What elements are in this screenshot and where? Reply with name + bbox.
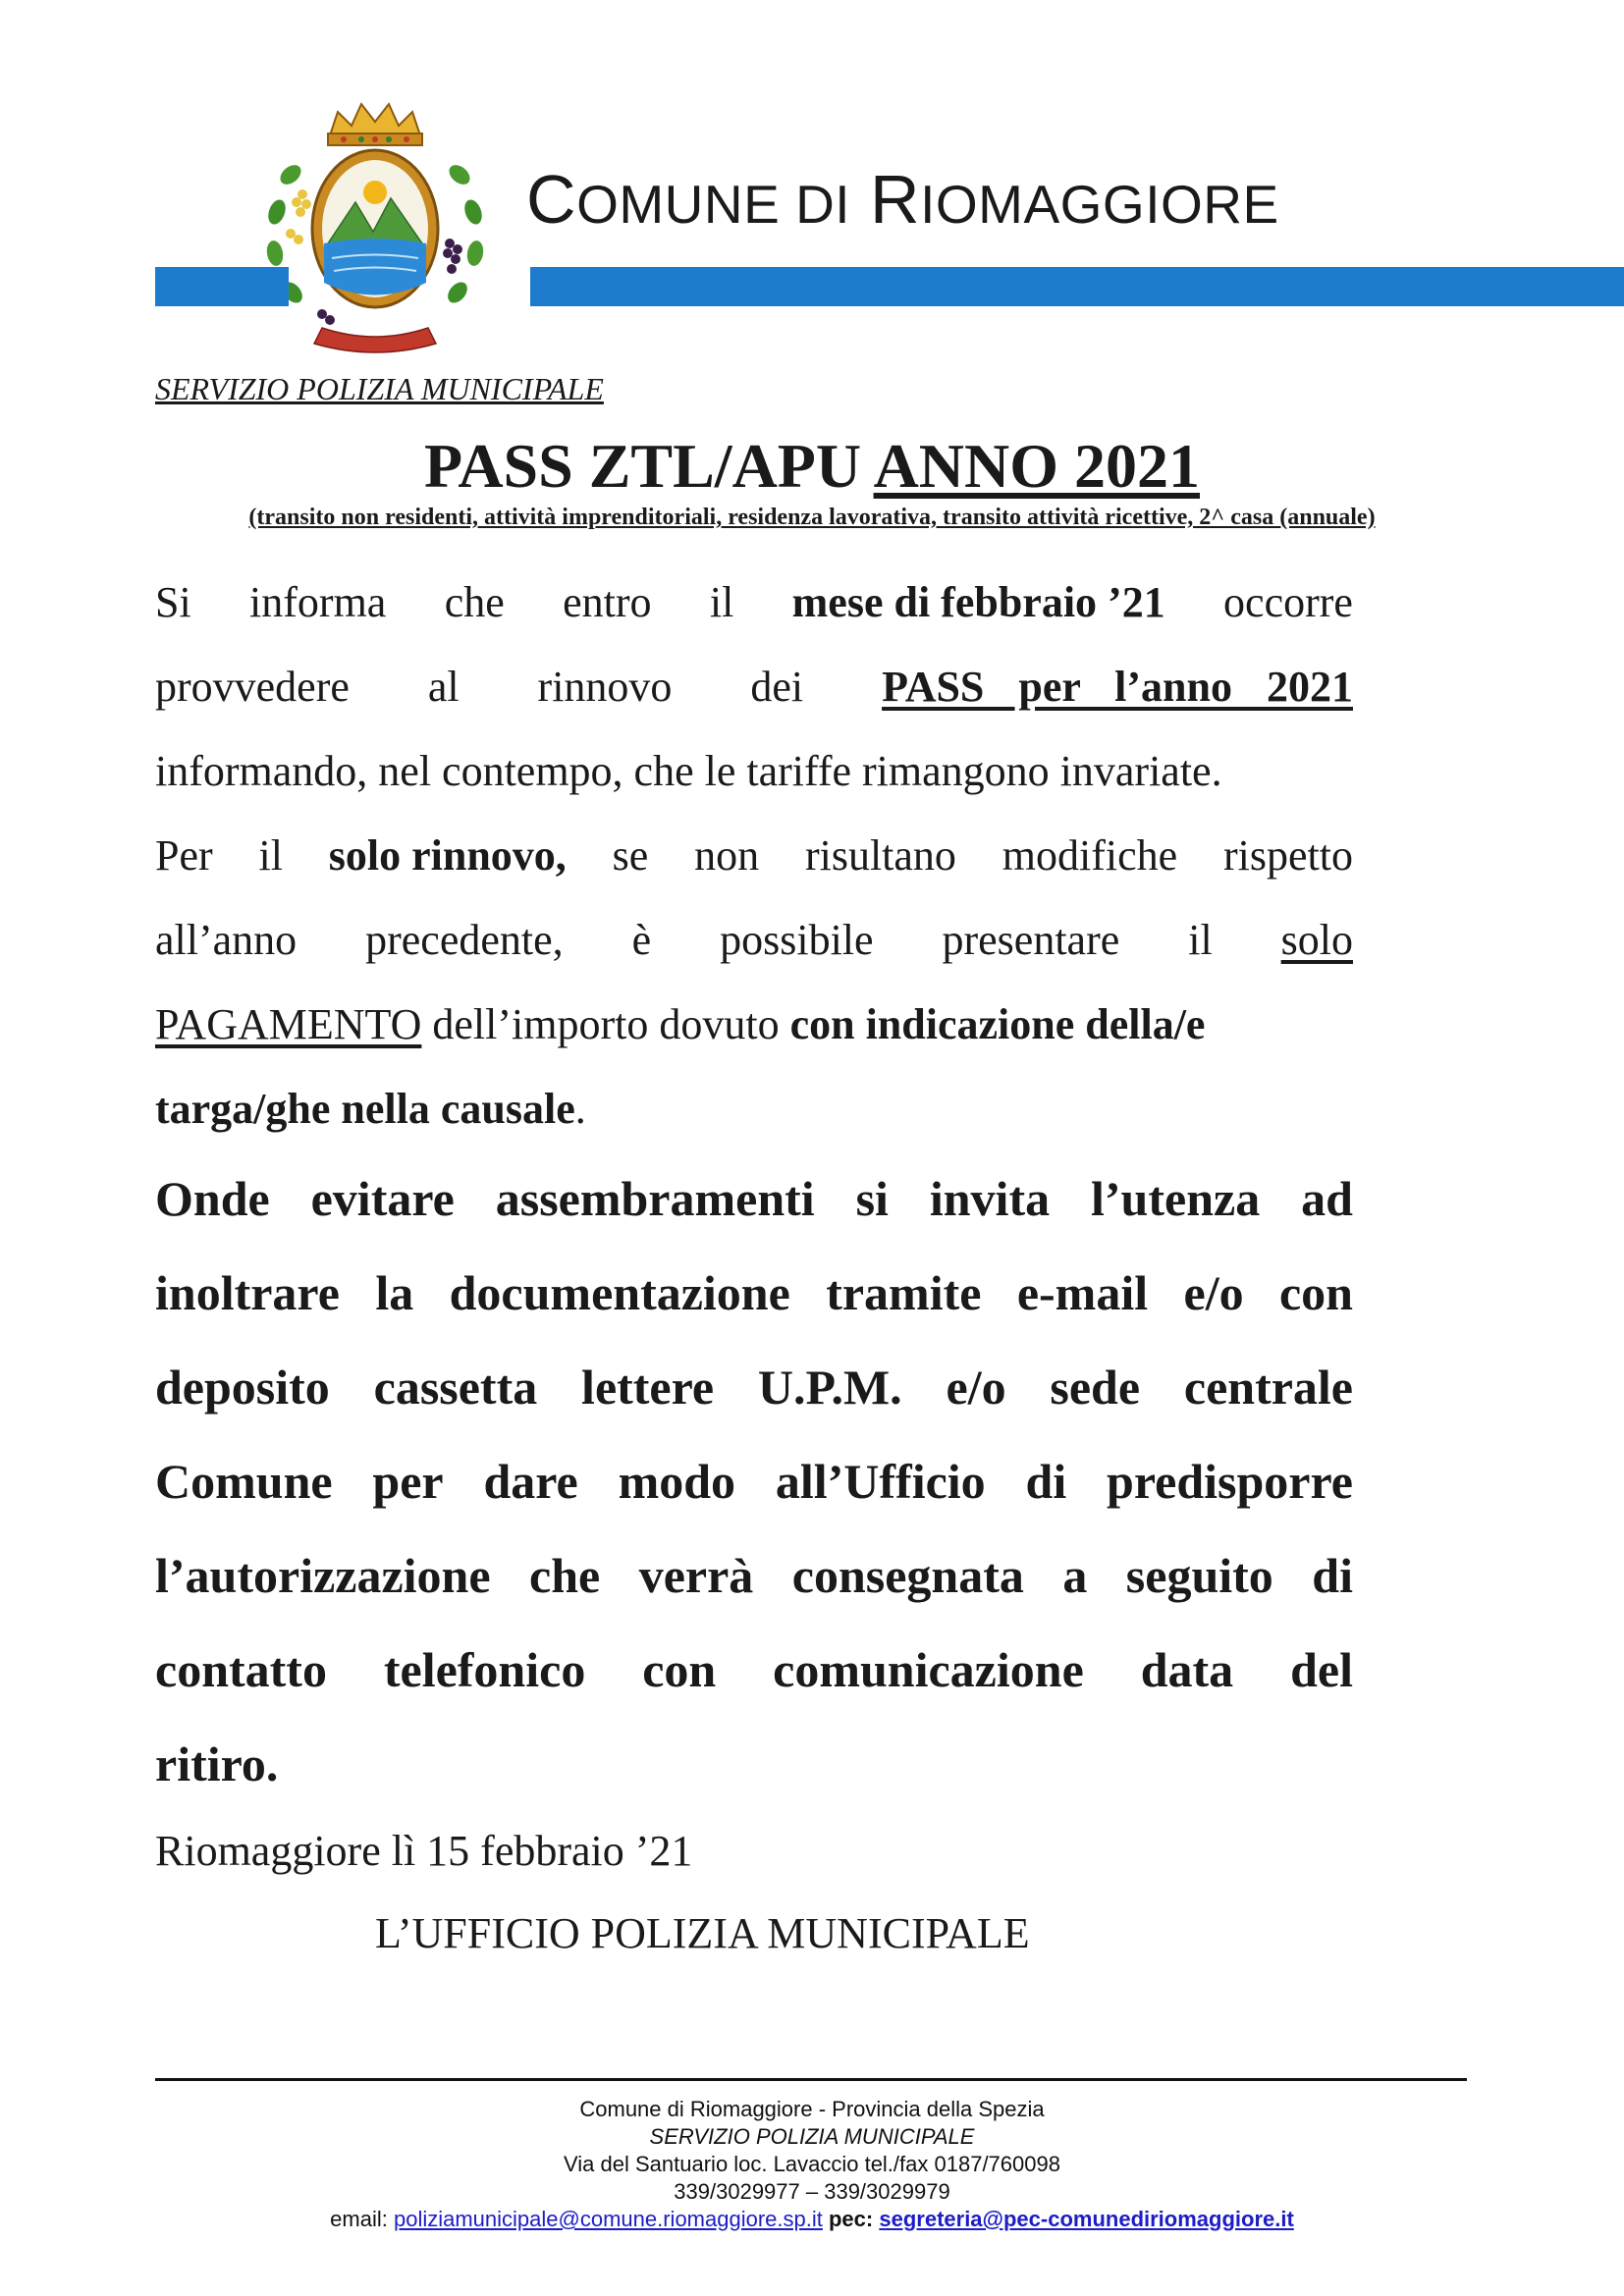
document-title: PASS ZTL/APU ANNO 2021 <box>423 431 1201 501</box>
body-paragraph-2-line-3: PAGAMENTO dell’importo dovuto con indicazione della/e <box>155 1000 1206 1048</box>
header-accent-bar-right <box>530 267 1624 306</box>
body-paragraph-3-line-2: inoltrare la documentazione tramite e-mail e/o con <box>155 1265 1353 1320</box>
municipal-crest-logo <box>253 96 497 353</box>
body-paragraph-1-line-2: provvedere al rinnovo dei PASS per l’anno 2021 <box>155 663 1353 711</box>
body-paragraph-2-line-4: targa/ghe nella causale. <box>155 1085 586 1133</box>
body-paragraph-2-line-1: Per il solo rinnovo, se non risultano modifiche rispetto <box>155 831 1353 880</box>
body-paragraph-3-line-1: Onde evitare assembramenti si invita l’utenza ad <box>155 1171 1353 1226</box>
crown-icon <box>328 104 422 145</box>
footer-address: Via del Santuario loc. Lavaccio tel./fax 0187/760098 <box>564 2152 1060 2176</box>
body-paragraph-3-line-5: l’autorizzazione che verrà consegnata a seguito di <box>155 1548 1353 1603</box>
municipality-name: COMUNE DI RIOMAGGIORE <box>526 161 1279 238</box>
body-paragraph-3-line-3: deposito cassetta lettere U.P.M. e/o sede centrale <box>155 1360 1353 1415</box>
pec-link[interactable]: segreteria@pec-comunediriomaggiore.it <box>879 2207 1294 2231</box>
ribbon-icon <box>314 328 436 352</box>
body-paragraph-2-line-2: all’anno precedente, è possibile presentare il solo <box>155 916 1353 964</box>
footer-municipality: Comune di Riomaggiore - Provincia della Spezia <box>579 2097 1045 2121</box>
header-accent-bar-left <box>155 267 289 306</box>
email-link[interactable]: poliziamunicipale@comune.riomaggiore.sp.it <box>393 2207 823 2231</box>
footer-service: SERVIZIO POLIZIA MUNICIPALE <box>649 2124 975 2149</box>
body-paragraph-3-line-4: Comune per dare modo all’Ufficio di predisporre <box>155 1454 1353 1509</box>
signature-office: L’UFFICIO POLIZIA MUNICIPALE <box>375 1909 1030 1957</box>
body-paragraph-3-line-7: ritiro. <box>155 1736 279 1791</box>
body-paragraph-1-line-1: Si informa che entro il mese di febbraio ’21 occorre <box>155 578 1353 626</box>
pec-label: pec: <box>828 2207 874 2231</box>
document-subtitle: (transito non residenti, attività imprenditoriali, residenza lavorativa, transito attività ricettive, 2^ casa (annuale) <box>248 505 1376 530</box>
footer-contacts <box>0 2209 1624 2230</box>
body-paragraph-3-line-6: contatto telefonico con comunicazione data del <box>155 1642 1353 1697</box>
shield-icon <box>312 150 438 307</box>
service-label: SERVIZIO POLIZIA MUNICIPALE <box>155 371 604 406</box>
footer-phones: 339/3029977 – 339/3029979 <box>674 2179 950 2204</box>
body-paragraph-1-line-3: informando, nel contempo, che le tariffe rimangono invariate. <box>155 747 1222 795</box>
date-line: Riomaggiore lì 15 febbraio ’21 <box>155 1827 693 1875</box>
footer-divider <box>155 2078 1467 2081</box>
email-label: email: <box>330 2207 388 2231</box>
